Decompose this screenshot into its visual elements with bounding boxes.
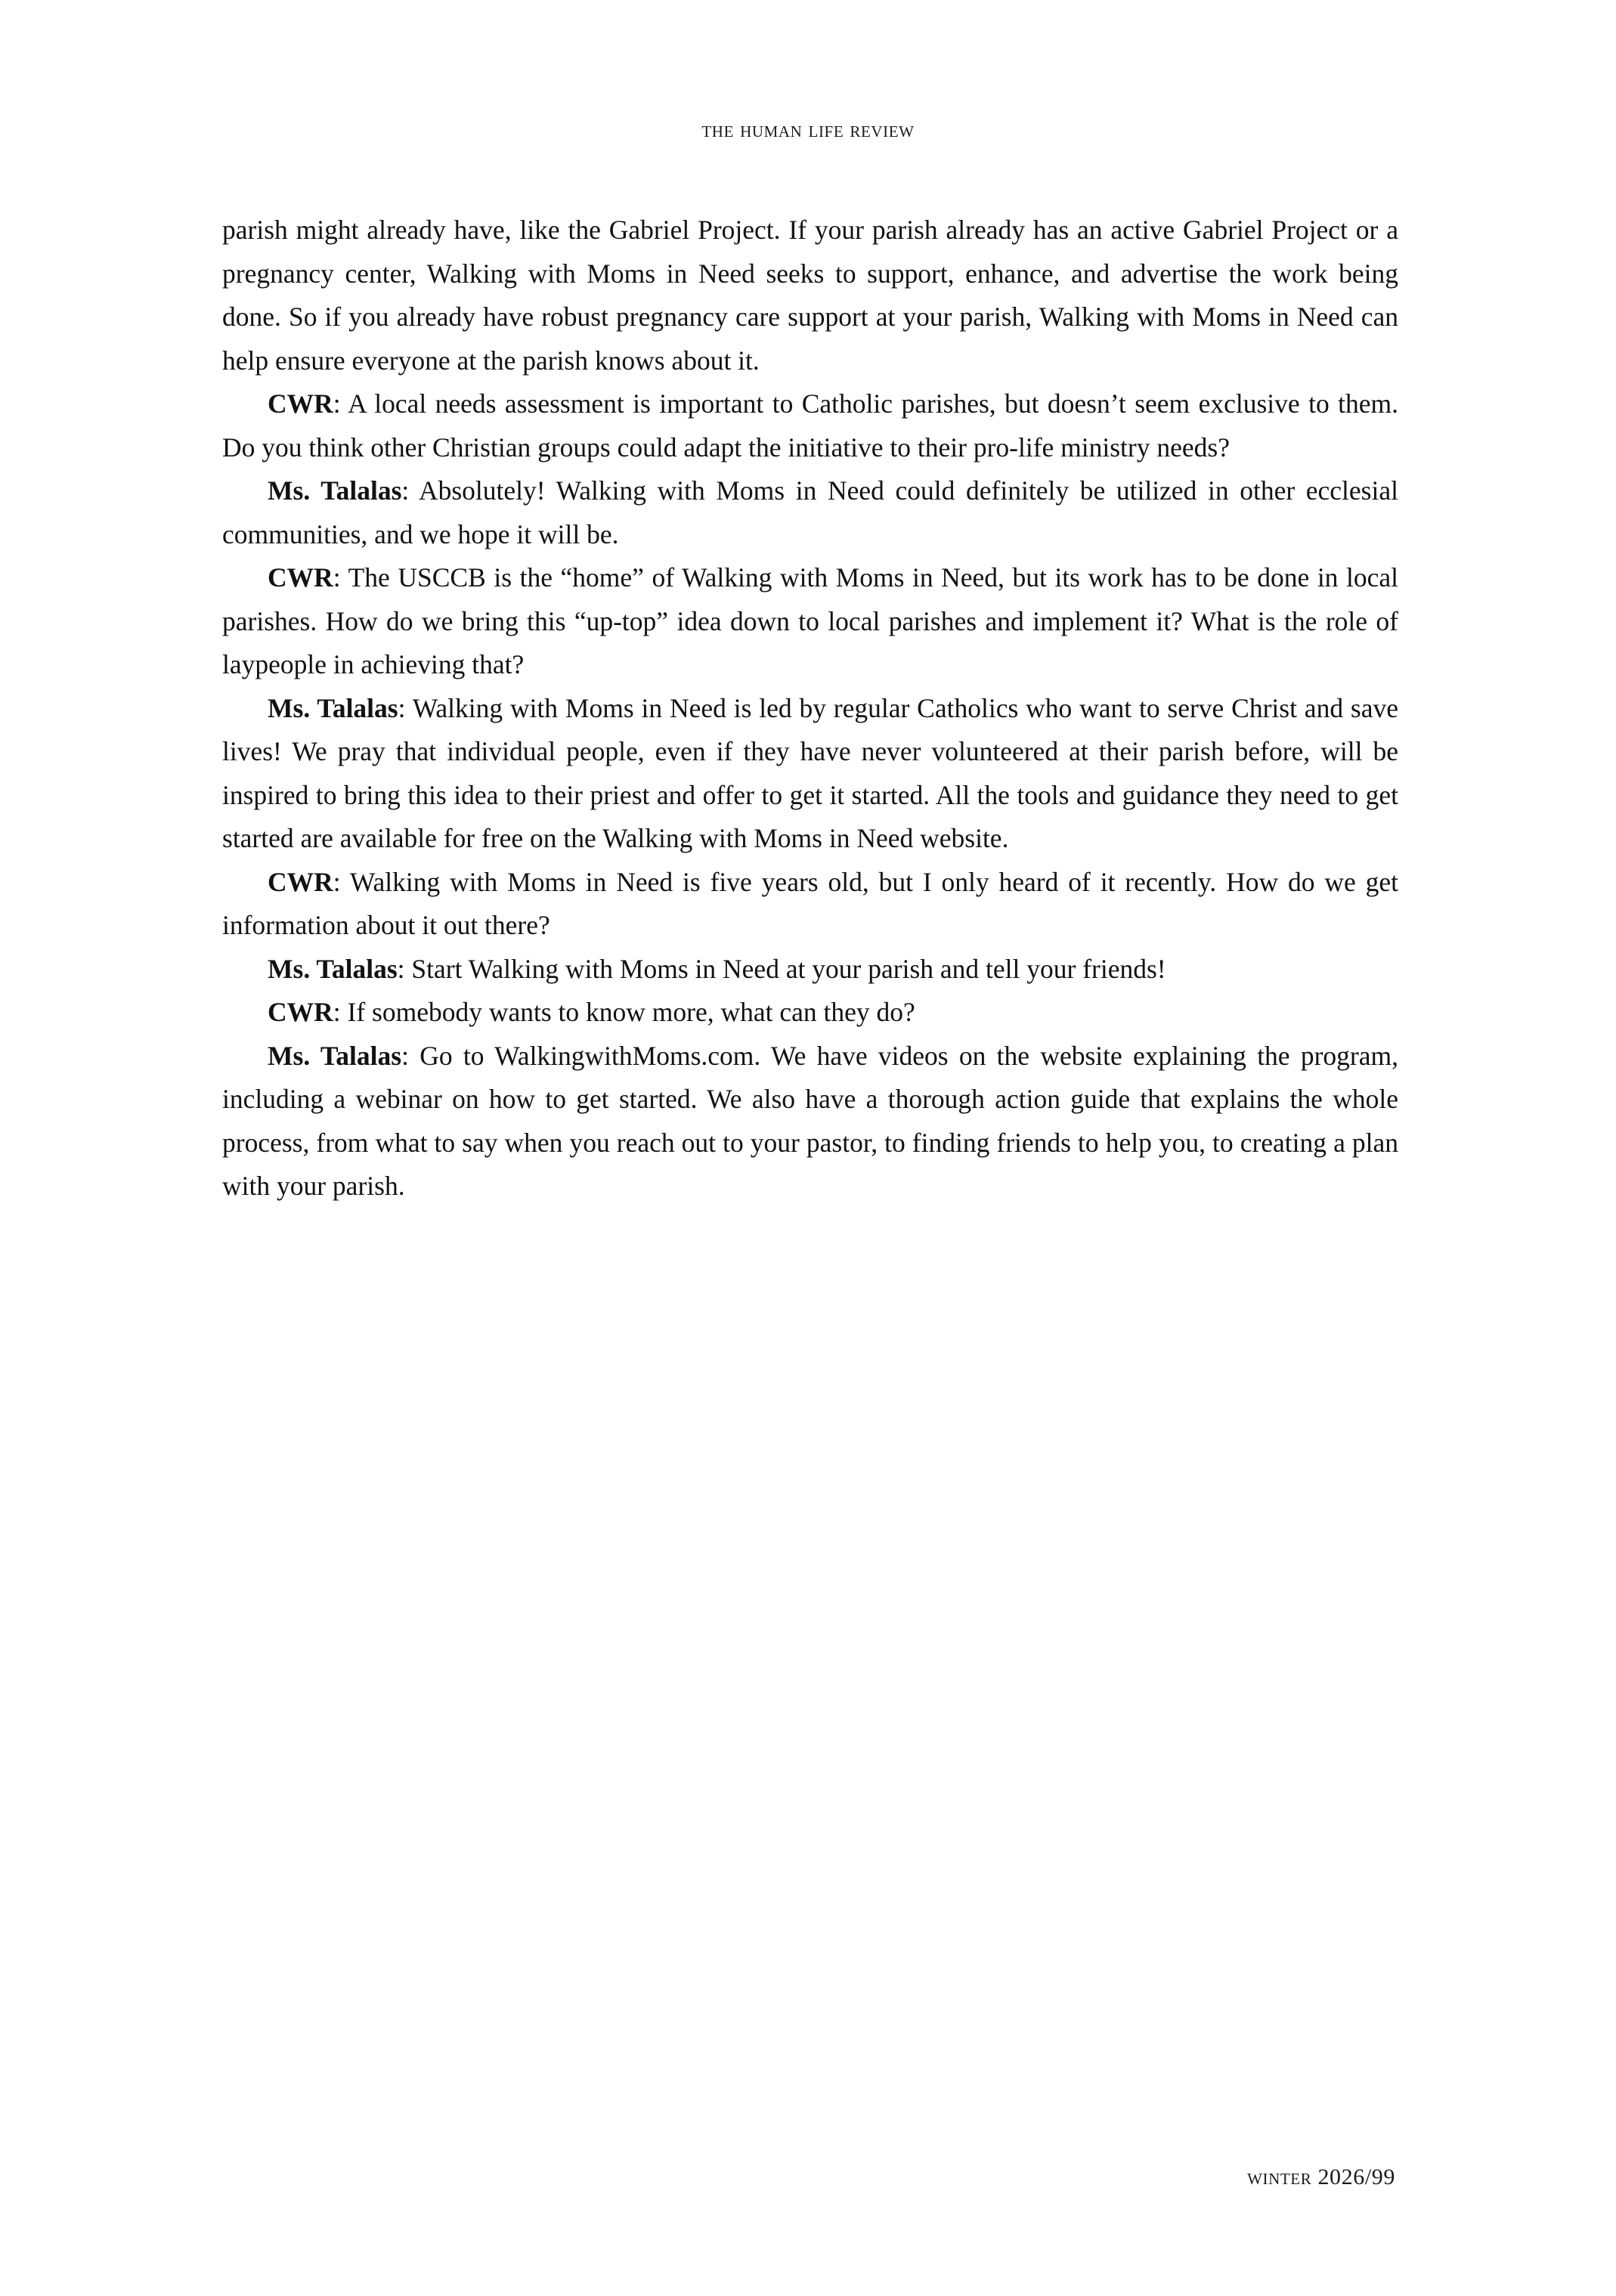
paragraph-2 — [222, 382, 1398, 469]
paragraph-1 — [222, 209, 1398, 382]
paragraph-3 — [222, 469, 1398, 556]
paragraph-8 — [222, 991, 1398, 1035]
speaker-label-talalas: Ms. Talalas — [268, 953, 398, 984]
speaker-label-talalas: Ms. Talalas — [268, 1040, 402, 1071]
page-footer — [1247, 2164, 1395, 2190]
paragraph-6 — [222, 861, 1398, 948]
speaker-label-talalas: Ms. Talalas — [268, 692, 398, 723]
speaker-label-cwr: CWR — [268, 388, 333, 419]
paragraph-4-text: : The USCCB is the “home” of Walking with Moms in Need, but its work has to be done in local parishes. How do we bring this “up-top” idea down to local parishes and implement it? What is the role of laypeople in achieving that? — [222, 562, 1398, 679]
paragraph-5 — [222, 687, 1398, 861]
speaker-label-cwr: CWR — [268, 562, 333, 593]
paragraph-2-text: : A local needs assessment is important to Catholic parishes, but doesn’t seem exclusive to them. Do you think other Christian groups could adapt the initiative to their pro-life ministry needs? — [222, 388, 1398, 463]
paragraph-7-text: : Start Walking with Moms in Need at your parish and tell your friends! — [397, 953, 1166, 984]
paragraph-6-text: : Walking with Moms in Need is five years old, but I only heard of it recently. How do we get information about it out there? — [222, 866, 1398, 940]
running-head: the human life review — [701, 117, 915, 142]
body-text-block — [222, 209, 1398, 1208]
speaker-label-cwr: CWR — [268, 866, 333, 897]
speaker-label-cwr: CWR — [268, 997, 333, 1027]
paragraph-9 — [222, 1035, 1398, 1208]
paragraph-7 — [222, 948, 1398, 992]
paragraph-4 — [222, 556, 1398, 687]
footer-folio-number: 2026/99 — [1317, 2164, 1395, 2189]
footer-season: winter — [1247, 2164, 1312, 2189]
speaker-label-talalas: Ms. Talalas — [268, 475, 402, 506]
paragraph-5-text: : Walking with Moms in Need is led by regular Catholics who want to serve Christ and save lives! We pray that individual people, even if they have never volunteered at their parish before, will be inspired to bring this idea to their priest and offer to get it started. All the tools and guidance they need to get started are available for free on the Walking with Moms in Need website. — [222, 692, 1398, 853]
paragraph-8-text: : If somebody wants to know more, what can they do? — [333, 997, 915, 1027]
paragraph-1-text: parish might already have, like the Gabriel Project. If your parish already has an active Gabriel Project or a pregnancy center, Walking with Moms in Need seeks to support, enhance, and advertise the work being done. So if you already have robust pregnancy care support at your parish, Walking with Moms in Need can help ensure everyone at the parish knows about it. — [222, 215, 1398, 376]
paragraph-3-text: : Absolutely! Walking with Moms in Need could definitely be utilized in other ecclesial communities, and we hope it will be. — [222, 475, 1398, 549]
paragraph-9-text: : Go to WalkingwithMoms.com. We have videos on the website explaining the program, including a webinar on how to get started. We also have a thorough action guide that explains the whole process, from what to say when you reach out to your pastor, to finding friends to help you, to creating a plan with your parish. — [222, 1040, 1398, 1201]
